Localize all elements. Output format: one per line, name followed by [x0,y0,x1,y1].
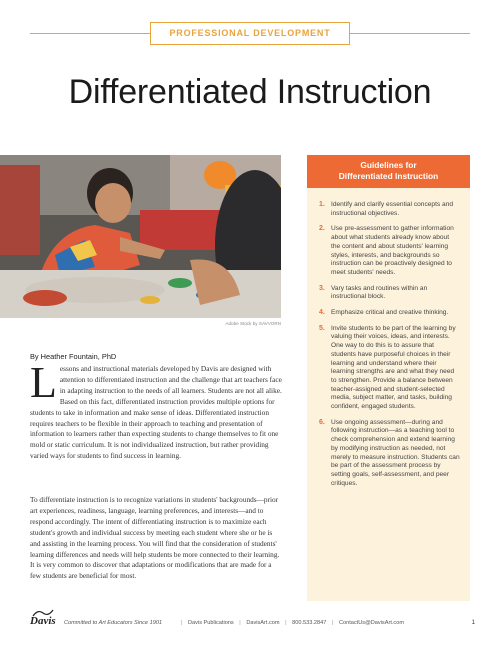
footer-tagline: Committed to Art Educators Since 1901 [64,620,163,626]
sidebar-title-line-2: Differentiated Instruction [338,171,439,181]
guideline-text: Use pre-assessment to gather information about what students already know about the content and about students' learning styles, interests, and backgrounds so instruction can be proactively designed to meet students' needs. [331,225,454,276]
guideline-number: 4. [319,309,325,317]
guideline-number: 6. [319,418,325,426]
article-paragraph-2: To differentiate instruction is to recognize variations in students' backgrounds—prior art experiences, readiness, language, learning preferences, and interests—and to respond accordingly. The intent of differentiating instruction is to maximize each student's growth and individual success by meeting each student where she or he is and assisting in the learning process. You will find that the consideration of students' learning differences and needs will help students be more connected to their learning. It is very common to discover that adaptations or modifications that are made for a few students are beneficial for most. [30,495,280,581]
page-footer [30,613,475,633]
guideline-item [319,419,460,489]
byline: By Heather Fountain, PhD [30,352,117,361]
guideline-text: Invite students to be part of the learning by valuing their voices, ideas, and interests. One way to do this is to assure that students have purposeful choices in their learning and understand where their learning strengths are and what they need to strengthen. Provide a balance between teacher-assigned and student-selected media, subject matter, and tasks, building confident, engaged students. [331,324,456,411]
guideline-item [319,225,460,277]
guideline-text: Identify and clarify essential concepts and instructional objectives. [331,201,454,217]
guideline-number: 2. [319,225,325,233]
section-banner: PROFESSIONAL DEVELOPMENT [150,22,350,45]
banner-rule-right [350,33,470,34]
paragraph-1-text: essons and instructional materials developed by Davis are designed with attention to differentiated instruction and the challenge that art teachers face in adapting instruction to the needs of all learners. Students are not all alike. Based on this fact, differentiated instruction provides multiple options for students to take in information and make sense of ideas. Differentiated instruction requires teachers to be flexible in their approach to teaching and presentation of information to learners rather than expecting students to change themselves to fit one mold or static curriculum. It is not individualized instruction, but rather providing varied ways for students to find success in learning. [30,364,282,461]
classroom-photo [0,155,281,318]
guideline-item [319,201,460,218]
drop-cap: L [30,358,57,407]
guideline-number: 5. [319,324,325,332]
guideline-item [319,309,460,318]
footer-email-link[interactable]: ContactUs@DavisArt.com [338,620,405,626]
page-title: Differentiated Instruction [68,73,432,111]
guideline-item [319,285,460,302]
guidelines-sidebar [307,155,470,601]
sidebar-heading [307,155,470,188]
guideline-number: 3. [319,284,325,292]
article-paragraph-1 [30,358,282,462]
guideline-number: 1. [319,201,325,208]
footer-publisher: Davis Publications [188,620,234,626]
davis-logo[interactable]: Davis [30,615,56,627]
guideline-text: Vary tasks and routines within an instructional block. [331,284,428,301]
guidelines-list [307,188,470,488]
photo-credit: Adobe Stock by SAVVORN [225,321,281,326]
banner-rule-left [30,33,150,34]
footer-links: | Davis Publications | DavisArt.com | 800.533.2847 | ContactUs@DavisArt.com [181,620,405,626]
guideline-item [319,325,460,412]
guideline-text: Emphasize critical and creative thinking. [331,309,449,317]
footer-phone: 800.533.2847 [292,620,327,626]
guideline-text: Use ongoing assessment—during and following instruction—as a teaching tool to check comprehension and extend learning by modifying instruction as needed, not merely to measure instruction. Students can be part of the assessment process by setting goals, self-assessment, and peer critiques. [331,418,460,487]
page-number: 1 [471,620,475,626]
sidebar-title-line-1: Guidelines for [360,160,417,170]
footer-website-link[interactable]: DavisArt.com [246,620,280,626]
